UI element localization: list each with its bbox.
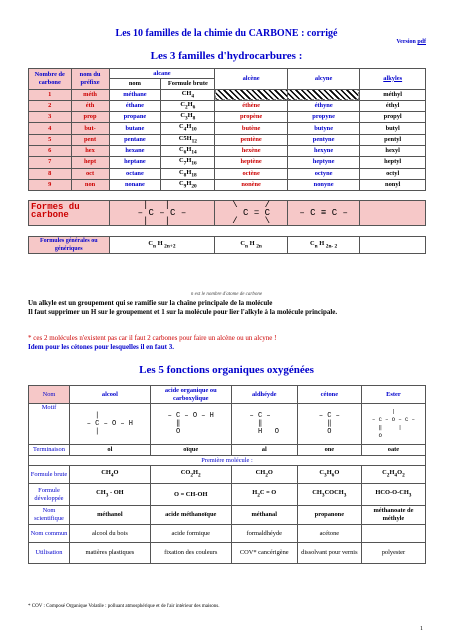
hatched-cell <box>287 89 359 100</box>
table-row: 7 hept heptane $C_7H_{16}$ heptène heptyne heptyl <box>29 157 426 168</box>
motif-ester: | – C – O – C – ‖ | O <box>361 404 425 445</box>
table-row: 3 prop propane $C_3H_8$ propène propyne propyl <box>29 112 426 123</box>
header-nom-prefixe: nom du préfixe <box>71 69 109 90</box>
gen-alcane: $C_n$ H $_{2n+2}$ <box>109 236 215 253</box>
page-number: 1 <box>420 626 423 632</box>
dev-label: Formule développée <box>29 484 70 506</box>
gen-label: Formules générales ou génériques <box>29 236 110 253</box>
table-row: 1 méth méthane $CH_4$ méthyl <box>29 89 426 100</box>
table-row: 8 oct octane $C_8H_{18}$ octène octyne octyl <box>29 168 426 179</box>
table-row: 4 but- butane $C_4H_{10}$ butène butyne butyl <box>29 123 426 134</box>
header-aldehyde: aldhéyde <box>231 386 297 404</box>
header-alcyne: alcyne <box>287 69 359 90</box>
header-acide: acide organique ou carboxylique <box>150 386 231 404</box>
forme-alcyne: – C ≡ C – <box>287 201 359 226</box>
gen-alcene: $C_n$ H $_{2n}$ <box>215 236 287 253</box>
motif-label: Motif <box>29 404 70 445</box>
util-label: Utilisation <box>29 543 70 564</box>
brute-label: Formule brute <box>29 466 70 484</box>
header-alkyles[interactable]: alkyles <box>360 69 426 90</box>
note-n: n est le nombre d'atome de carbone <box>190 292 263 297</box>
table-row: 9 non nonane $C_9H_{20}$ nonène nonyne nonyl <box>29 179 426 190</box>
section1-title: Les 3 familles d'hydrocarbures : <box>150 50 303 62</box>
general-formulas-row <box>29 236 426 253</box>
carbon-forms-row <box>29 201 426 226</box>
forme-alcene: \ / C = C / \ <box>215 201 287 226</box>
version-link[interactable]: Version pdf <box>396 39 426 45</box>
header-ester: Ester <box>361 386 425 404</box>
header-alcane: alcane <box>109 69 215 79</box>
motif-cetone: – C – ‖ O <box>297 404 361 445</box>
document-title: Les 10 familles de la chimie du CARBONE : corrigé <box>115 28 338 39</box>
header-alcool: alcool <box>69 386 150 404</box>
premiere-molecule: Première molécule : <box>29 456 426 466</box>
table-row: 2 éth éthane $C_2H_6$ éthène éthyne éthyl <box>29 100 426 111</box>
header-nom: nom <box>109 79 161 89</box>
section2-title: Les 5 fonctions organiques oxygénées <box>139 364 314 376</box>
motif-acide: – C – O – H ‖ O <box>150 404 231 445</box>
hatched-cell <box>215 89 287 100</box>
alkyle-paragraph: Un alkyle est un groupement qui se ramifie sur la chaîne principale de la molécule Il faut supprimer un H sur le groupement et 1 sur la molécule pour lier l'alkyle à la molécule principale. <box>28 299 338 316</box>
com-label: Nom commun <box>29 525 70 543</box>
term-label: Terminaison <box>29 445 70 456</box>
header-cetone: cétone <box>297 386 361 404</box>
hydrocarbon-table <box>28 68 426 254</box>
sci-label: Nom scientifique <box>29 506 70 525</box>
motif-aldehyde: – C – ‖ H O <box>231 404 297 445</box>
motif-alcool: | – C – O – H | <box>69 404 150 445</box>
header-alcene: alcène <box>215 69 287 90</box>
oxygen-functions-table: Nom alcool acide organique ou carboxylique aldhéyde cétone Ester Motif | – C – O – H | – C – O – H ‖ O – C – ‖ H O – C – ‖ O | – C – O – C – ‖ | O Terminaison ol oïque al one oate Première molécule : Formule brute $CH_4O$ $CO_2H_2$ $CH_2O$ $C_3H_6O$ $C_2H_4O_2$ Formule développée $CH_3$ - OH O = CH-OH $H_2C = O$ $CH_3COCH_3$ HCO-$O-CH_3$ Nom scientifique méthanol acide méthanoïque méthanal propanone méthanoate de méthyle Nom commun alcool du bois acide formique formaldhéyde acétone Utilisation matières plastiques fixation des couleurs COV* cancérigène dissolvant pour vernis polyester <box>28 385 426 564</box>
asterisk-note: * ces 2 molécules n'existent pas car il faut 2 carbones pour faire un alcène ou un alcyne ! Idem pour les cétones pour lesquelles il en faut 3. <box>28 334 277 351</box>
cov-footnote: * COV : Composé Organique Volatile : polluant atmosphérique et de l'air intérieur des maisons. <box>28 604 220 609</box>
table-row: 5 pent pentane $C5H_{12}$ pentène pentyne pentyl <box>29 134 426 145</box>
header-nom: Nom <box>29 386 70 404</box>
table-row: 6 hex hexane $C_6H_{14}$ hexène hexyne hexyl <box>29 146 426 157</box>
header-formule: Formule brute <box>161 79 215 89</box>
gen-alcyne: $C_n$ H $_{2n- 2}$ <box>287 236 359 253</box>
forme-alcane: | | – C – C – | | <box>109 201 215 226</box>
header-nombre-carbone: Nombre de carbone <box>29 69 72 90</box>
formes-label: Formes du carbone <box>29 201 110 226</box>
